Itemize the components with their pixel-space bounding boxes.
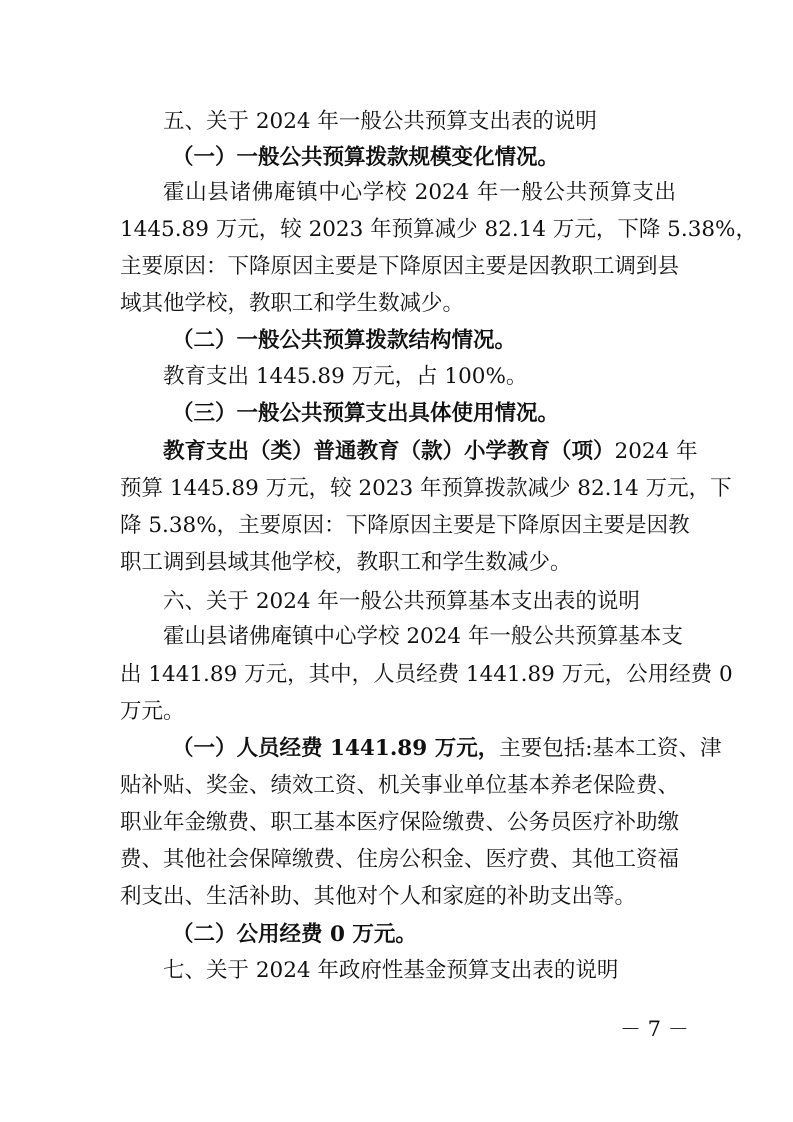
paragraph-line: 霍山县诸佛庵镇中心学校 2024 年一般公共预算基本支 (163, 624, 683, 649)
paragraph-line: 利支出、生活补助、其他对个人和家庭的补助支出等。 (120, 884, 637, 909)
paragraph-line: 职业年金缴费、职工基本医疗保险缴费、公务员医疗补助缴 (120, 810, 680, 835)
paragraph-line: 费、其他社会保障缴费、住房公积金、医疗费、其他工资福 (120, 847, 680, 872)
section-6-heading: 六、关于 2024 年一般公共预算基本支出表的说明 (163, 589, 640, 614)
paragraph-line: 主要原因：下降原因主要是下降原因主要是因教职工调到县 (120, 254, 680, 279)
paragraph-line: 出 1441.89 万元，其中，人员经费 1441.89 万元，公用经费 0 (120, 662, 733, 687)
lead-rest-text: 主要包括:基本工资、津 (499, 736, 722, 761)
section-5-sub2-heading: （二）一般公共预算拨款结构情况。 (172, 328, 517, 353)
paragraph-line: 降 5.38%，主要原因：下降原因主要是下降原因主要是因教 (120, 513, 690, 538)
paragraph-line: 教育支出 1445.89 万元，占 100%。 (163, 364, 528, 389)
paragraph-lead-line (172, 734, 722, 764)
section-7-heading: 七、关于 2024 年政府性基金预算支出表的说明 (163, 958, 619, 983)
paragraph-line: 霍山县诸佛庵镇中心学校 2024 年一般公共预算支出 (163, 180, 676, 205)
paragraph-line: 职工调到县域其他学校，教职工和学生数减少。 (120, 550, 572, 575)
section-5-heading: 五、关于 2024 年一般公共预算支出表的说明 (163, 109, 597, 134)
section-5-sub3-heading: （三）一般公共预算支出具体使用情况。 (172, 401, 560, 426)
paragraph-line: 万元。 (120, 699, 185, 724)
lead-rest-text: 2024 年 (614, 439, 698, 464)
page-number: － 7 － (620, 1017, 689, 1041)
bold-lead-text: （一）人员经费 1441.89 万元， (172, 736, 500, 761)
paragraph-line: 预算 1445.89 万元，较 2023 年预算拨款减少 82.14 万元，下 (120, 476, 732, 501)
paragraph-line: 域其他学校，教职工和学生数减少。 (120, 291, 465, 316)
paragraph-line: 1445.89 万元，较 2023 年预算减少 82.14 万元，下降 5.38%， (120, 217, 757, 242)
paragraph-line: 贴补贴、奖金、绩效工资、机关事业单位基本养老保险费、 (120, 773, 680, 798)
section-6-sub2-heading: （二）公用经费 0 万元。 (172, 922, 417, 947)
section-5-sub1-heading: （一）一般公共预算拨款规模变化情况。 (172, 145, 560, 170)
paragraph-lead-line (163, 437, 698, 467)
bold-lead-text: 教育支出（类）普通教育（款）小学教育（项） (163, 439, 615, 464)
